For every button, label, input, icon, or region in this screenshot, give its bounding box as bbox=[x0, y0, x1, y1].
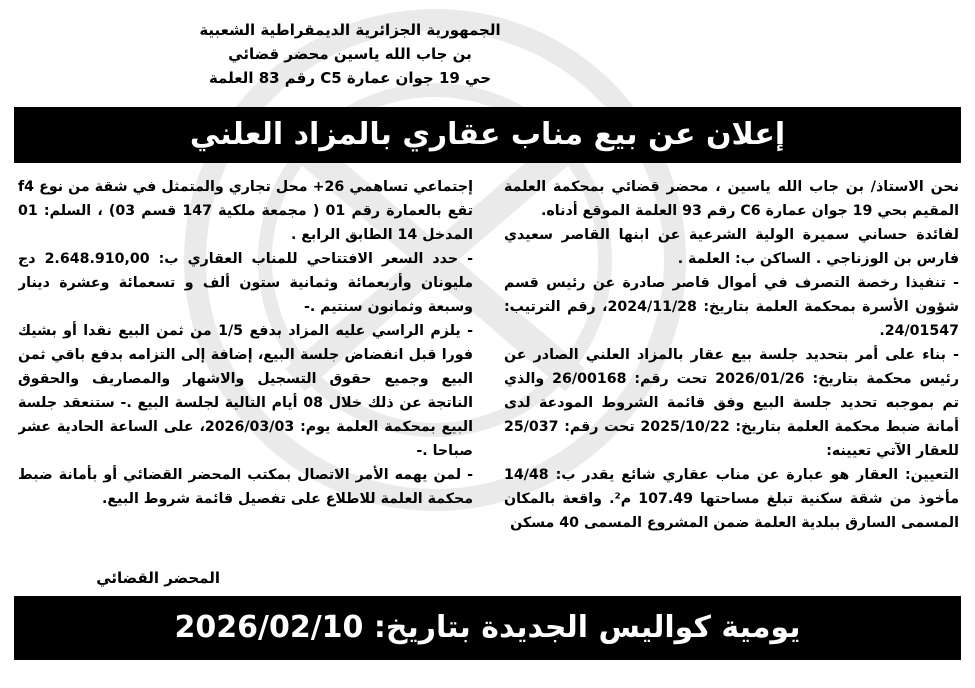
document-header bbox=[0, 18, 700, 90]
paragraph-property-location: إجتماعي تساهمي 26+ محل تجاري والمتمثل في شقة من نوع f4 تقع بالعمارة رقم 01 ( مجمعة ملكية 147 قسم 03) ، السلم: 01 المدخل 14 الطابق الرابع . bbox=[18, 179, 473, 243]
paragraph-court-order: - بناء على أمر بتحديد جلسة بيع عقار بالمزاد العلني الصادر عن رئيس محكمة بتاريخ: 2026/01/26 تحت رقم: 26/00168 والذي تم بموجبه تحديد جلسة البيع وفق قائمة الشروط المودعة لدى أمانة ضبط محكمة العلمة بتاريخ: 2025/10/22 تحت رقم: 25/037 للعقار الآتي تعيينه: bbox=[504, 347, 959, 459]
header-republic: الجمهورية الجزائرية الديمقراطية الشعبية bbox=[199, 21, 501, 39]
publication-footer: يومية كواليس الجديدة بتاريخ: 2026/02/10 bbox=[14, 596, 961, 660]
announcement-title: إعلان عن بيع مناب عقاري بالمزاد العلني bbox=[14, 107, 961, 163]
paragraph-contact: - لمن يهمه الأمر الاتصال بمكتب المحضر القضائي أو بأمانة ضبط محكمة العلمة للاطلاع على تفصيل قائمة شروط البيع. bbox=[18, 467, 473, 507]
paragraph-payment-terms: - يلزم الراسي عليه المزاد بدفع 1/5 من ثمن البيع نقدا أو بشيك فورا قبل انفضاض جلسة البيع، إضافة إلى التزامه بدفع باقي ثمن البيع وجميع حقوق التسجيل والاشهار والمصاريف والحقوق الناتجة عن ذلك خلال 08 أيام التالية لجلسة البيع .- ستنعقد جلسة البيع بمحكمة العلمة يوم: 2026/03/03، على الساعة الحادية عشر صباحا .- bbox=[18, 323, 473, 459]
paragraph-authorization: - تنفيذا رخصة التصرف في أموال قاصر صادرة عن رئيس قسم شؤون الأسرة بمحكمة العلمة بتاريخ: 2024/11/28، رقم الترتيب: 24/01547. bbox=[504, 275, 959, 339]
header-bailiff-name: بن جاب الله ياسين محضر قضائي bbox=[228, 45, 472, 63]
paragraph-beneficiary: لفائدة حساني سميرة الولية الشرعية عن ابنها القاصر سعيدي فارس بن الوزناجي . الساكن ب: العلمة . bbox=[504, 227, 959, 267]
paragraph-opening-price: - حدد السعر الافتتاحي للمناب العقاري ب: 2.648.910,00 دج مليونان وأربعمائة وثمانية ستون ألف و تسعمائة وعشرة دينار وسبعة وثمانون سنتيم .- bbox=[18, 251, 473, 315]
left-column bbox=[18, 175, 473, 575]
paragraph-bailiff: نحن الاستاذ/ بن جاب الله ياسين ، محضر قضائي بمحكمة العلمة المقيم بحي 19 جوان عمارة C6 رقم 93 العلمة الموقع أدناه. bbox=[504, 179, 959, 219]
signature-bailiff: المحضر القضائي bbox=[96, 569, 220, 587]
paragraph-property-designation: التعيين: العقار هو عبارة عن مناب عقاري شائع يقدر ب: 14/48 مأخوذ من شقة سكنية تبلغ مساحتها 107.49 م². واقعة بالمكان المسمى السارق ببلدية العلمة ضمن المشروع المسمى 40 مسكن bbox=[504, 467, 959, 531]
header-address: حي 19 جوان عمارة C5 رقم 83 العلمة bbox=[208, 69, 492, 87]
right-column bbox=[504, 175, 959, 575]
